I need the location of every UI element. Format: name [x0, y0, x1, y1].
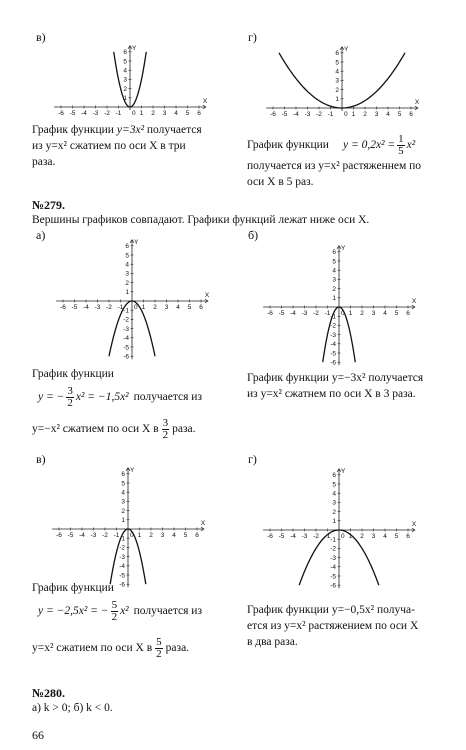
y-tick-label: 1 — [121, 517, 125, 525]
x-axis-label: X — [202, 98, 208, 105]
x-tick-label: 6 — [406, 533, 410, 540]
y-tick-label: 4 — [125, 261, 129, 269]
x-tick-label: 1 — [348, 310, 353, 317]
y-tick-label: -2 — [330, 322, 336, 330]
y-tick-label: -4 — [119, 563, 125, 571]
x-tick-label: -5 — [69, 110, 76, 117]
x-tick-label: 1 — [348, 533, 353, 540]
x-tick-label: -6 — [270, 111, 276, 118]
origin-label: 0 — [344, 111, 348, 118]
x-tick-label: 6 — [199, 304, 203, 311]
y-tick-label: -1 — [123, 307, 129, 315]
x-tick-label: -3 — [304, 111, 311, 118]
y-tick-label: -1 — [119, 535, 125, 543]
y-tick-label: -1 — [330, 536, 336, 544]
y-tick-label: 4 — [332, 490, 336, 498]
x-tick-label: -2 — [313, 310, 319, 317]
caption-279-v: График функции y = −2,5x² = − $\frac{5}{2}$ x² получается из y=x² сжатием по оси X в $\frac{5}{2}$ раза. — [32, 582, 203, 660]
x-axis-label: X — [414, 99, 420, 106]
y-tick-label: 2 — [332, 285, 336, 293]
x-tick-label: -1 — [117, 304, 124, 311]
x-tick-label: 3 — [374, 111, 379, 118]
x-tick-label: -5 — [67, 532, 74, 539]
problem-280-header: №280. — [32, 686, 66, 700]
y-tick-label: -6 — [123, 353, 129, 361]
x-tick-label: -4 — [81, 110, 87, 117]
x-tick-label: 3 — [371, 310, 376, 317]
caption-279-a: График функции y = − $\frac{3}{2}$ x² = −1,5x² получается из y=−x² сжатием по оси X в $\frac{3}{2}$ раза. — [32, 368, 202, 441]
x-tick-label: -1 — [113, 532, 120, 539]
y-tick-label: -6 — [119, 581, 125, 589]
y-tick-label: -6 — [330, 359, 336, 367]
panel-label-279-b: б) — [248, 228, 259, 242]
y-tick-label: 4 — [335, 68, 339, 76]
y-tick-label: 2 — [123, 85, 127, 93]
problem-279-header: №279. — [32, 198, 66, 212]
y-tick-label: 2 — [125, 279, 129, 287]
x-tick-label: -4 — [290, 533, 296, 540]
y-tick-label: 6 — [125, 243, 129, 251]
x-tick-label: -3 — [90, 532, 97, 539]
x-tick-label: 4 — [386, 111, 390, 118]
y-tick-label: -2 — [123, 316, 129, 324]
y-tick-label: -3 — [119, 553, 125, 561]
y-tick-label: -2 — [330, 545, 336, 553]
x-tick-label: 1 — [139, 110, 144, 117]
y-tick-label: 1 — [125, 289, 129, 297]
x-tick-label: -5 — [71, 304, 78, 311]
y-tick-label: -6 — [330, 582, 336, 590]
y-tick-label: 6 — [335, 50, 339, 58]
y-tick-label: -5 — [119, 572, 125, 580]
x-tick-label: 4 — [176, 304, 180, 311]
x-tick-label: 4 — [383, 533, 387, 540]
x-tick-label: -3 — [92, 110, 99, 117]
x-tick-label: 4 — [174, 110, 178, 117]
problem-280-answer: а) k > 0; б) k < 0. — [32, 702, 113, 714]
x-tick-label: -3 — [94, 304, 101, 311]
x-tick-label: 2 — [360, 533, 364, 540]
y-tick-label: 1 — [335, 96, 339, 104]
origin-label: 0 — [341, 533, 345, 540]
y-axis-label: Y — [134, 238, 139, 246]
caption-279-g: График функции y=−0,5x² получа- ется из y=x² растяжением по оси X в два раза. — [247, 604, 419, 648]
y-tick-label: 2 — [332, 508, 336, 516]
caption-279-b: График функции y=−3x² получается из y=x² сжатнем по оси X в 3 раза. — [247, 372, 424, 400]
x-tick-label: -6 — [58, 110, 64, 117]
y-tick-label: 6 — [121, 471, 125, 479]
panel-label-top-g: г) — [248, 30, 257, 44]
x-tick-label: 3 — [164, 304, 169, 311]
x-tick-label: -4 — [79, 532, 85, 539]
y-tick-label: -2 — [119, 544, 125, 552]
x-tick-label: 2 — [360, 310, 364, 317]
y-axis-label: Y — [130, 466, 135, 474]
origin-label: 0 — [132, 110, 136, 117]
y-tick-label: 3 — [332, 499, 336, 507]
x-tick-label: -2 — [313, 533, 319, 540]
y-tick-label: 3 — [332, 276, 336, 284]
y-tick-label: 2 — [121, 507, 125, 515]
y-tick-label: 6 — [123, 49, 127, 57]
x-tick-label: 5 — [183, 532, 188, 539]
y-tick-label: 2 — [335, 86, 339, 94]
x-tick-label: -2 — [316, 111, 322, 118]
origin-label: 0 — [130, 532, 134, 539]
y-axis-label: Y — [341, 467, 346, 475]
x-tick-label: 6 — [406, 310, 410, 317]
x-tick-label: 2 — [363, 111, 367, 118]
x-tick-label: 2 — [151, 110, 155, 117]
x-tick-label: 3 — [160, 532, 165, 539]
y-tick-label: -5 — [330, 350, 336, 358]
x-tick-label: 1 — [351, 111, 356, 118]
x-tick-label: -3 — [301, 533, 308, 540]
x-tick-label: 1 — [137, 532, 142, 539]
y-tick-label: -5 — [123, 344, 129, 352]
x-tick-label: -4 — [83, 304, 89, 311]
x-tick-label: 6 — [409, 111, 413, 118]
y-tick-label: 3 — [335, 77, 339, 85]
page-number: 66 — [32, 728, 44, 742]
x-tick-label: 4 — [172, 532, 176, 539]
x-axis-label: X — [411, 298, 417, 305]
x-tick-label: -1 — [324, 310, 331, 317]
x-tick-label: 1 — [141, 304, 146, 311]
caption-top-g: График функции y = 0,2x² = $\frac{1}{5}$ x² получается из y=x² растяженнем по оси X в 5 раз. — [247, 132, 422, 188]
y-axis-label: Y — [341, 244, 346, 252]
x-tick-label: -6 — [267, 533, 273, 540]
origin-label: 0 — [341, 310, 345, 317]
y-tick-label: 1 — [123, 95, 127, 103]
problem-279-intro: Вершины графиков совпадают. Графики функций лежат ниже оси X. — [32, 214, 370, 226]
x-tick-label: 6 — [195, 532, 199, 539]
y-axis-label: Y — [344, 45, 349, 53]
x-tick-label: -1 — [115, 110, 122, 117]
y-tick-label: -3 — [330, 554, 336, 562]
panel-label-top-v: в) — [36, 30, 46, 44]
x-tick-label: 3 — [162, 110, 167, 117]
x-tick-label: -2 — [104, 110, 110, 117]
x-tick-label: 6 — [197, 110, 201, 117]
x-tick-label: -6 — [60, 304, 66, 311]
y-tick-label: 1 — [332, 518, 336, 526]
x-tick-label: -1 — [324, 533, 331, 540]
panel-label-279-a: а) — [36, 228, 46, 242]
x-tick-label: -6 — [267, 310, 273, 317]
y-tick-label: -1 — [330, 313, 336, 321]
x-tick-label: -5 — [281, 111, 288, 118]
x-tick-label: -5 — [278, 533, 285, 540]
x-tick-label: -5 — [278, 310, 285, 317]
y-tick-label: 3 — [121, 498, 125, 506]
y-tick-label: -5 — [330, 573, 336, 581]
y-tick-label: 5 — [123, 58, 127, 66]
panel-label-279-v: в) — [36, 452, 46, 466]
y-tick-label: -3 — [330, 331, 336, 339]
x-tick-label: -4 — [293, 111, 299, 118]
y-tick-label: 6 — [332, 249, 336, 257]
x-tick-label: 3 — [371, 533, 376, 540]
y-tick-label: 1 — [332, 295, 336, 303]
x-axis-label: X — [200, 520, 206, 527]
y-tick-label: 4 — [123, 67, 127, 75]
x-tick-label: -4 — [290, 310, 296, 317]
x-tick-label: 2 — [153, 304, 157, 311]
x-tick-label: -2 — [106, 304, 112, 311]
x-axis-label: X — [411, 521, 417, 528]
x-axis-label: X — [204, 292, 210, 299]
y-tick-label: -3 — [123, 325, 129, 333]
x-tick-label: 5 — [185, 110, 190, 117]
y-tick-label: 5 — [332, 481, 336, 489]
x-tick-label: 5 — [394, 310, 399, 317]
y-tick-label: 5 — [125, 252, 129, 260]
y-tick-label: 6 — [332, 472, 336, 480]
y-axis-label: Y — [132, 44, 137, 52]
x-tick-label: -1 — [327, 111, 334, 118]
x-tick-label: 5 — [394, 533, 399, 540]
y-tick-label: -4 — [330, 564, 336, 572]
y-tick-label: 5 — [335, 59, 339, 67]
y-tick-label: -4 — [330, 341, 336, 349]
y-tick-label: 5 — [332, 258, 336, 266]
x-tick-label: -2 — [102, 532, 108, 539]
x-tick-label: -6 — [56, 532, 62, 539]
y-tick-label: 4 — [121, 489, 125, 497]
caption-top-v: График функции y=3x² получается из y=x² сжатием по оси X в три раза. — [32, 124, 202, 168]
x-tick-label: 5 — [397, 111, 402, 118]
y-tick-label: 3 — [125, 270, 129, 278]
y-tick-label: 3 — [123, 76, 127, 84]
x-tick-label: 2 — [149, 532, 153, 539]
y-tick-label: -4 — [123, 335, 129, 343]
x-tick-label: 4 — [383, 310, 387, 317]
y-tick-label: 4 — [332, 267, 336, 275]
x-tick-label: -3 — [301, 310, 308, 317]
panel-label-279-g: г) — [248, 452, 257, 466]
x-tick-label: 5 — [187, 304, 192, 311]
y-tick-label: 5 — [121, 480, 125, 488]
origin-label: 0 — [134, 304, 138, 311]
